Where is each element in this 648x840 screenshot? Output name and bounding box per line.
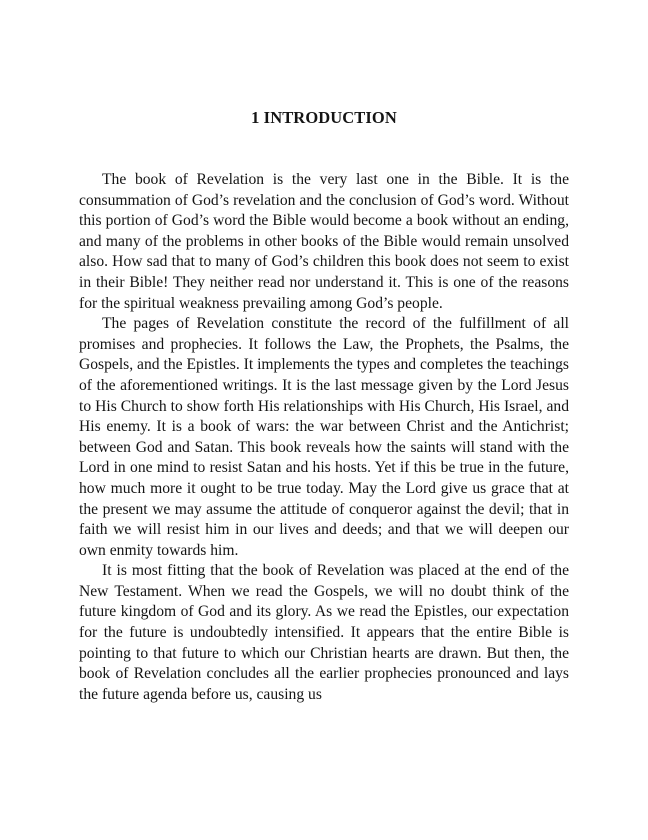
paragraph-3: It is most fitting that the book of Revelation was placed at the end of the New Testament. When we read the Gospels, we will no doubt think of the future kingdom of God and its glory. As we read the Epistles, our expectation for the future is undoubtedly intensified. It appears that the entire Bible is pointing to that future to which our Christian hearts are drawn. But then, the book of Revelation concludes all the earlier prophecies pronounced and lays the future agenda before us, causing us xyxy=(79,562,569,703)
body-text xyxy=(79,170,569,705)
paragraph-2: The pages of Revelation constitute the record of the fulfillment of all promises and prophecies. It follows the Law, the Prophets, the Psalms, the Gospels, and the Epistles. It implements the types and completes the teachings of the aforementioned writings. It is the last message given by the Lord Jesus to His Church to show forth His relationships with His Church, His Israel, and His enemy. It is a book of wars: the war between Christ and the Antichrist; between God and Satan. This book reveals how the saints will stand with the Lord in one mind to resist Satan and his hosts. Yet if this be true in the future, how much more it ought to be true today. May the Lord give us grace that at the present we may assume the attitude of conqueror against the devil; that in faith we will resist him in our lives and deeds; and that we will deepen our own enmity towards him. xyxy=(79,315,569,559)
chapter-title: 1 INTRODUCTION xyxy=(251,108,397,127)
paragraph-1: The book of Revelation is the very last one in the Bible. It is the consummation of God’s revelation and the conclusion of God’s word. Without this portion of God’s word the Bible would become a book without an ending, and many of the problems in other books of the Bible would remain unsolved also. How sad that to many of God’s children this book does not seem to exist in their Bible! They neither read nor understand it. This is one of the reasons for the spiritual weakness prevailing among God’s people. xyxy=(79,171,569,312)
